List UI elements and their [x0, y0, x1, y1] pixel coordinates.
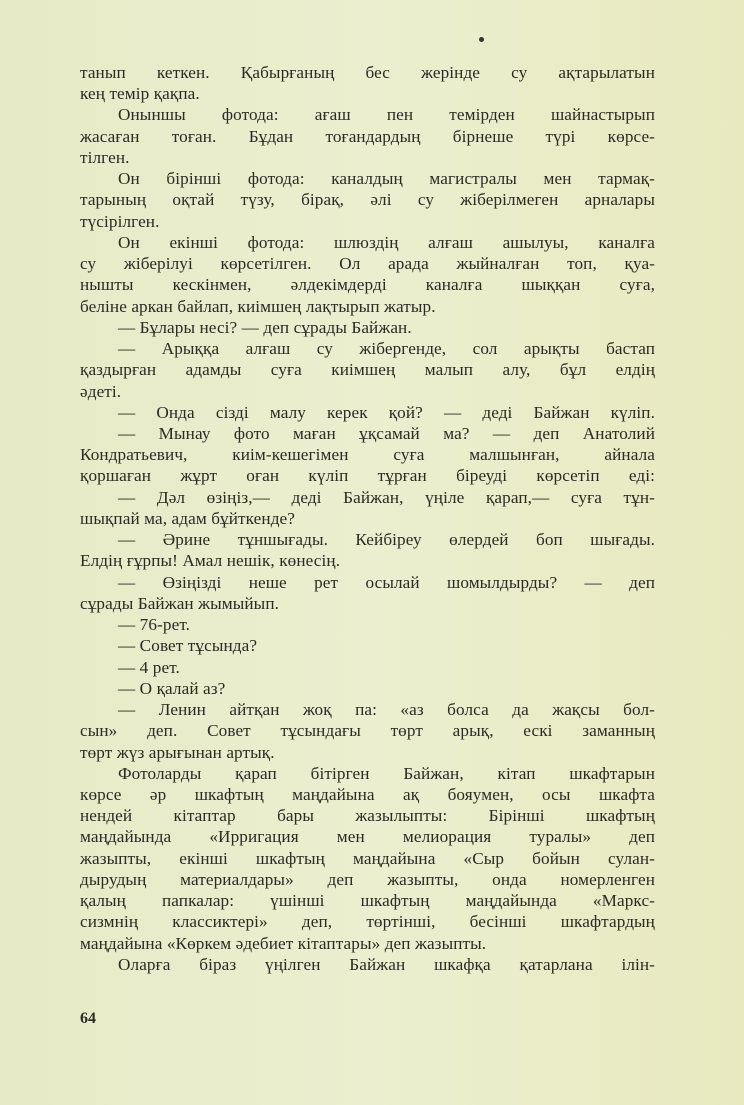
text-line: нендей кітаптар бары жазылыпты: Бірінші шкафтың	[80, 806, 655, 826]
text-line: көрсе әр шкафтың маңдайына ақ бояумен, осы шкафта	[80, 784, 655, 804]
text-line: — Дәл өзіңіз,— деді Байжан, үңіле қарап,— суға тұн-	[118, 487, 655, 507]
text-line: жасаған тоған. Бұдан тоғандардың бірнеше түрі көрсе-	[80, 126, 655, 146]
text-line: тарының оқтай түзу, бірақ, әлі су жіберілмеген арналары	[80, 190, 655, 210]
ink-speck	[479, 37, 484, 42]
text-line: маңдайына «Көркем әдебиет кітаптары» деп жазыпты.	[80, 933, 487, 953]
text-line: Оныншы фотода: ағаш пен темірден шайнастырып	[118, 105, 655, 125]
text-line: — Совет тұсында?	[118, 636, 258, 656]
text-line: сұрады Байжан жымыйып.	[80, 593, 280, 613]
text-line: су жіберілуі көрсетілген. Ол арада жыйналған топ, қуа-	[80, 254, 655, 274]
text-line: қоршаған жұрт оған күліп тұрған біреуді көрсетіп еді:	[80, 466, 655, 486]
text-line: Кондратьевич, киім-кешегімен суға малшынған, айнала	[80, 445, 655, 465]
text-line: жазыпты, екінші шкафтың маңдайына «Сыр бойын сулан-	[80, 848, 655, 868]
text-line: түсірілген.	[80, 211, 160, 231]
text-line: сизмнің классиктері» деп, төртінші, бесінші шкафтардың	[80, 912, 655, 932]
text-line: Елдің ғұрпы! Амал нешік, көнесің.	[80, 551, 341, 571]
text-line: шықпай ма, адам бұйткенде?	[80, 508, 296, 528]
text-line: — О қалай аз?	[118, 678, 226, 698]
text-line: дырудың материалдары» деп жазыпты, онда номерленген	[80, 869, 655, 889]
body-text	[80, 62, 655, 975]
text-line: Он бірінші фотода: каналдың магистралы мен тармақ-	[118, 169, 655, 189]
page-number: 64	[80, 1010, 96, 1027]
text-line: — Ленин айтқан жоқ па: «аз болса да жақсы бол-	[118, 700, 655, 720]
text-line: қаздырған адамды суға киімшең малып алу, бұл елдің	[80, 360, 655, 380]
text-line: Он екінші фотода: шлюздің алғаш ашылуы, каналға	[118, 232, 655, 252]
text-line: — Мынау фото маған ұқсамай ма? — деп Анатолий	[118, 423, 655, 443]
text-line: әдеті.	[80, 381, 122, 401]
text-line: сын» деп. Совет тұсындағы төрт арық, ескі заманның	[80, 721, 655, 741]
text-line: беліне аркан байлап, киімшең лақтырып жатыр.	[80, 296, 436, 316]
text-line: тілген.	[80, 147, 130, 167]
text-line: нышты кескінмен, әлдекімдерді каналға шыққан суға,	[80, 275, 655, 295]
text-line: Фотоларды қарап бітірген Байжан, кітап шкафтарын	[118, 763, 655, 783]
text-line: — Онда сізді малу керек қой? — деді Байжан күліп.	[118, 402, 655, 422]
text-line: танып кеткен. Қабырғаның бес жерінде су ақтарылатын	[80, 63, 655, 82]
text-line: — Өзіңізді неше рет осылай шомылдырды? — деп	[118, 572, 655, 592]
text-line: кең темір қақпа.	[80, 84, 200, 104]
text-line: қалың папкалар: үшінші шкафтың маңдайында «Маркс-	[80, 891, 655, 911]
text-line: — Бұлары несі? — деп сұрады Байжан.	[118, 317, 412, 337]
text-line: маңдайында «Ирригация мен мелиорация туралы» деп	[80, 827, 655, 847]
text-line: — Әрине тұншығады. Кейбіреу өлердей боп шығады.	[118, 530, 655, 550]
text-line: — 76-рет.	[118, 615, 191, 635]
text-line: Оларға біраз үңілген Байжан шкафқа қатарлана ілін-	[118, 954, 655, 974]
text-line: — 4 рет.	[118, 657, 180, 677]
text-line: — Арыққа алғаш су жібергенде, сол арықты бастап	[118, 339, 655, 359]
text-line: төрт жүз арығынан артық.	[80, 742, 275, 762]
